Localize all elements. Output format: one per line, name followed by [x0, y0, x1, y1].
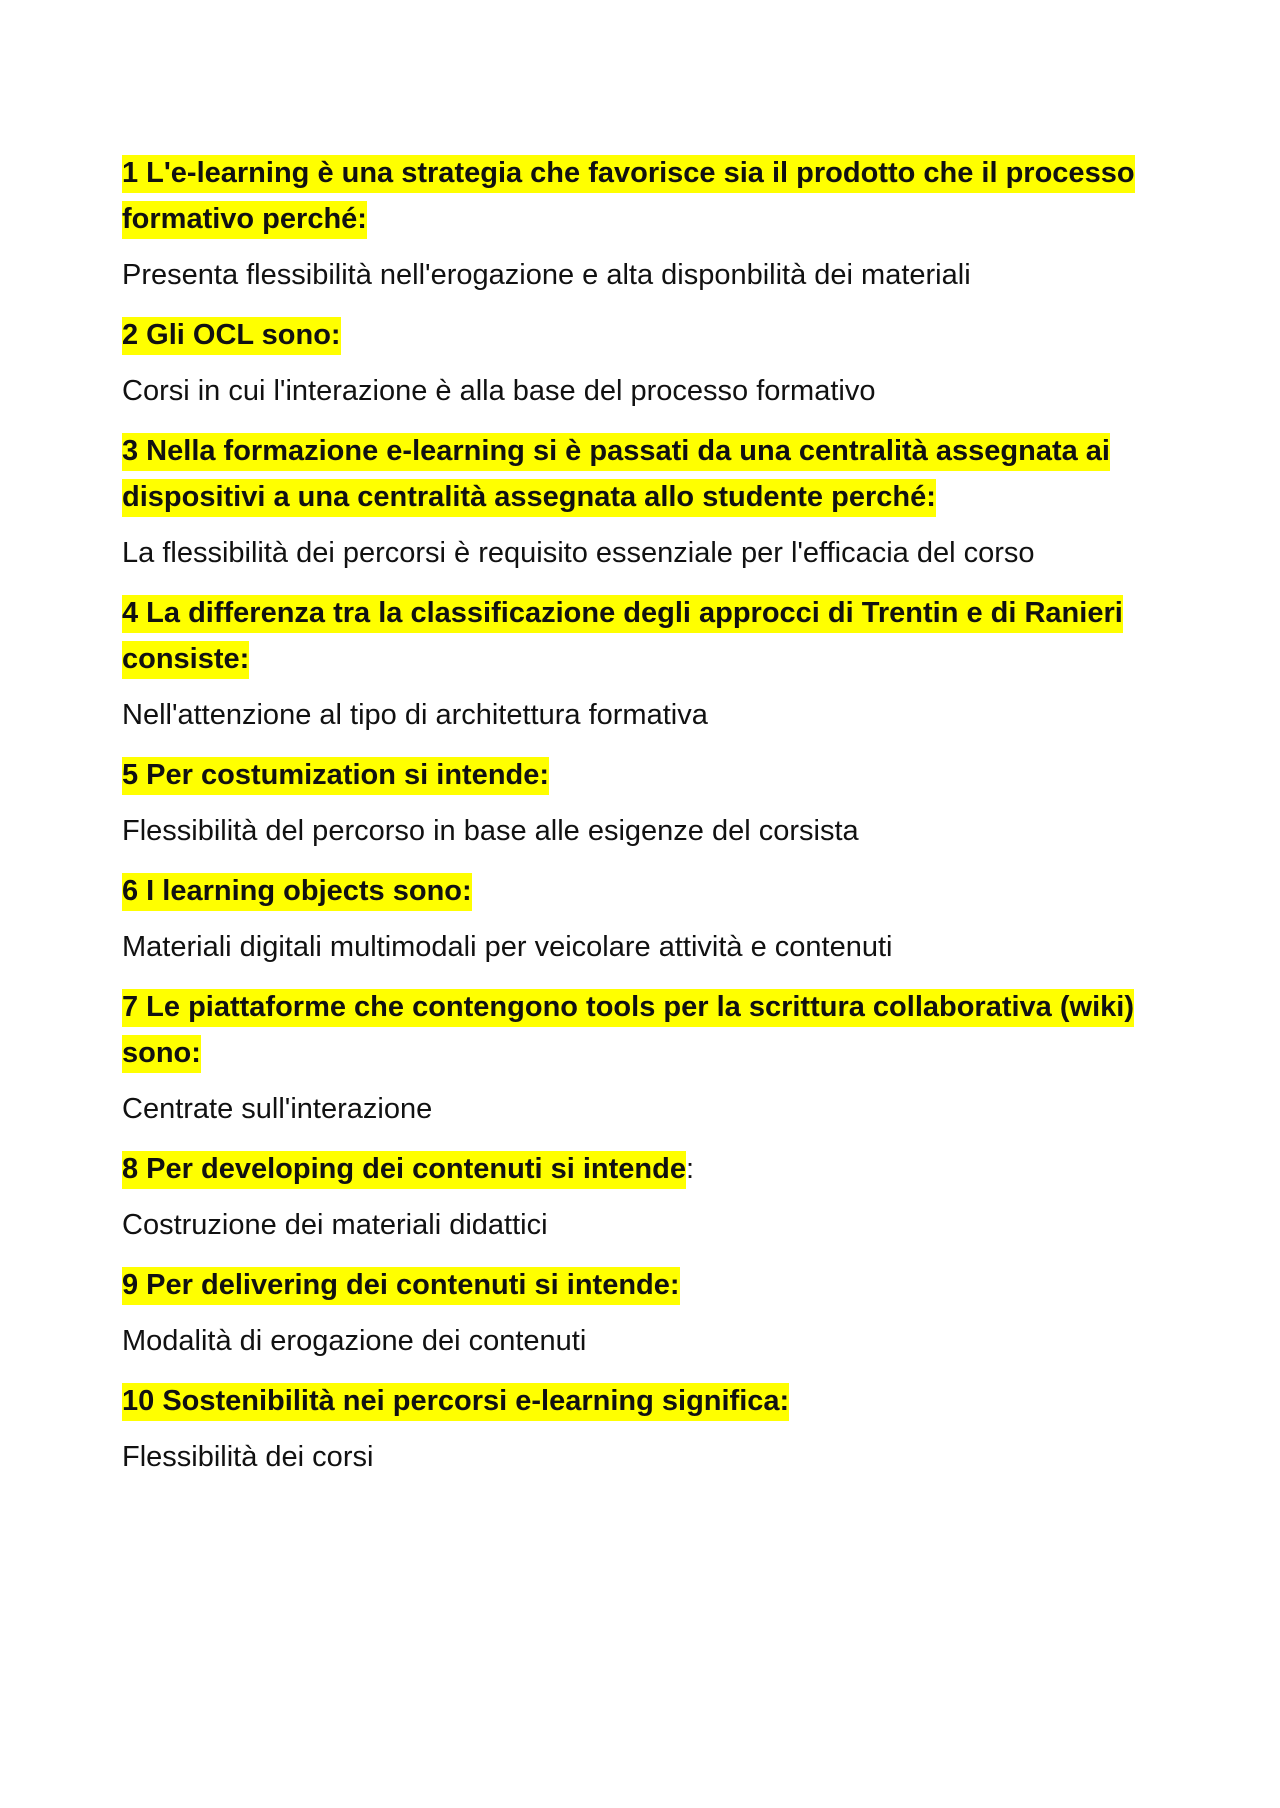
answer-3: La flessibilità dei percorsi è requisito essenziale per l'efficacia del corso [122, 537, 1035, 569]
question-2 [122, 312, 1172, 358]
question-5-text: 5 Per costumization si intende: [122, 757, 549, 795]
answer-2: Corsi in cui l'interazione è alla base del processo formativo [122, 375, 876, 407]
question-9-text: 9 Per delivering dei contenuti si intende: [122, 1267, 680, 1305]
question-6-text: 6 I learning objects sono: [122, 873, 472, 911]
question-2-text: 2 Gli OCL sono: [122, 317, 341, 355]
answer-8: Costruzione dei materiali didattici [122, 1209, 548, 1241]
qa-item-3 [122, 428, 1172, 576]
qa-item-5 [122, 752, 1172, 854]
question-10-text: 10 Sostenibilità nei percorsi e-learning significa: [122, 1383, 789, 1421]
question-8 [122, 1146, 1172, 1192]
question-4-text: 4 La differenza tra la classificazione degli approcci di Trentin e di Ranieri consiste: [122, 595, 1123, 679]
answer-4: Nell'attenzione al tipo di architettura formativa [122, 699, 708, 731]
qa-item-9 [122, 1262, 1172, 1364]
qa-item-6 [122, 868, 1172, 970]
question-8-tail: : [686, 1153, 695, 1185]
question-3 [122, 428, 1172, 520]
qa-item-1 [122, 150, 1172, 298]
question-4 [122, 590, 1172, 682]
question-10 [122, 1378, 1172, 1424]
answer-6: Materiali digitali multimodali per veicolare attività e contenuti [122, 931, 893, 963]
question-9 [122, 1262, 1172, 1308]
answer-1: Presenta flessibilità nell'erogazione e alta disponbilità dei materiali [122, 259, 971, 291]
answer-5: Flessibilità del percorso in base alle esigenze del corsista [122, 815, 859, 847]
question-5 [122, 752, 1172, 798]
question-7 [122, 984, 1172, 1076]
qa-item-8 [122, 1146, 1172, 1248]
answer-7: Centrate sull'interazione [122, 1093, 433, 1125]
answer-9: Modalità di erogazione dei contenuti [122, 1325, 587, 1357]
question-3-text: 3 Nella formazione e-learning si è passati da una centralità assegnata ai dispositivi a una centralità assegnata allo studente perché: [122, 433, 1110, 517]
qa-item-4 [122, 590, 1172, 738]
qa-item-10 [122, 1378, 1172, 1480]
quiz-document [122, 150, 1172, 1494]
qa-item-7 [122, 984, 1172, 1132]
answer-10: Flessibilità dei corsi [122, 1441, 374, 1473]
qa-item-2 [122, 312, 1172, 414]
question-1-text: 1 L'e-learning è una strategia che favorisce sia il prodotto che il processo formativo perché: [122, 155, 1135, 239]
question-8-text: 8 Per developing dei contenuti si intende [122, 1151, 686, 1189]
question-7-text: 7 Le piattaforme che contengono tools per la scrittura collaborativa (wiki) sono: [122, 989, 1134, 1073]
question-6 [122, 868, 1172, 914]
question-1 [122, 150, 1172, 242]
